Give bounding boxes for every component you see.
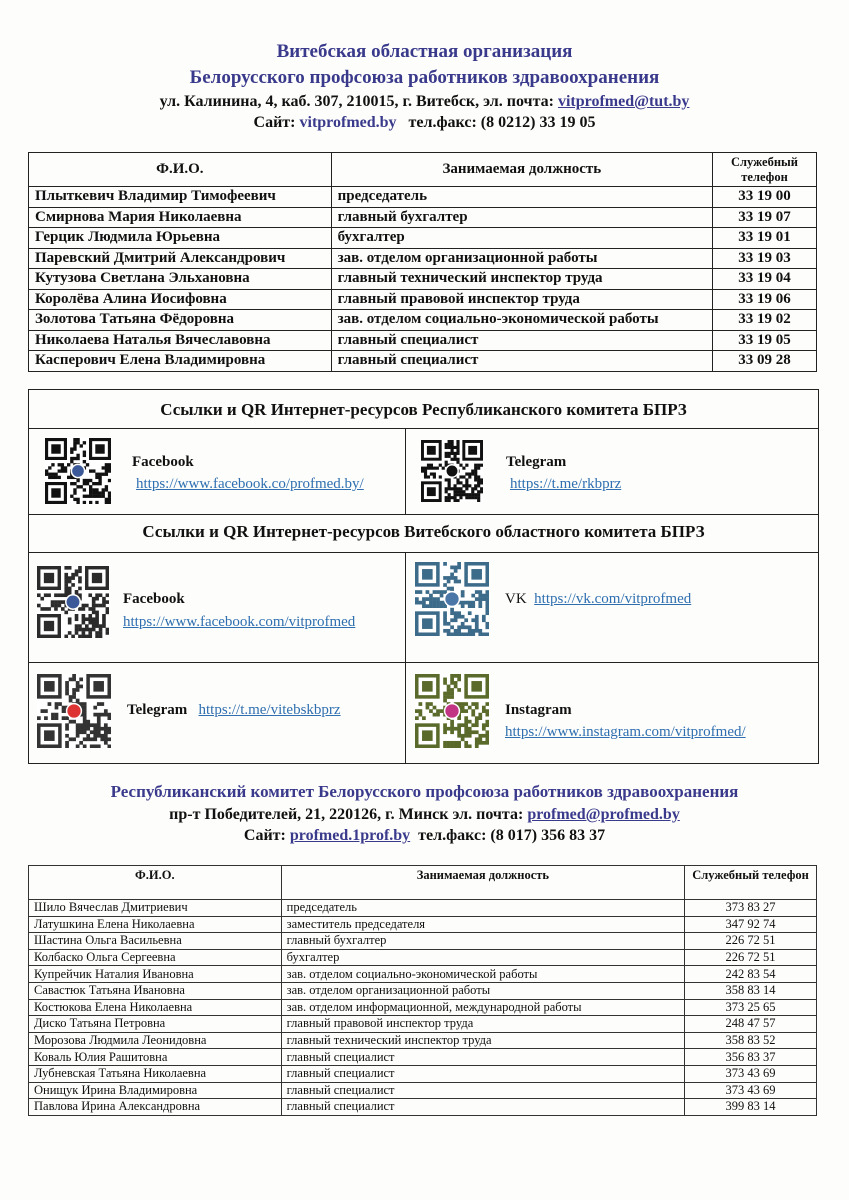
vitebsk-vk-link[interactable]: https://vk.com/vitprofmed	[534, 591, 692, 607]
cell-position: главный бухгалтер	[281, 933, 684, 950]
vitebsk-instagram-link-wrap	[505, 724, 746, 741]
table-row	[29, 900, 817, 917]
qr-links-box	[28, 389, 819, 764]
cell-position: зав. отделом организационной работы	[281, 982, 684, 999]
col-header-phone: Служебный телефон	[685, 866, 817, 900]
cell-name: Лубневская Татьяна Николаевна	[29, 1065, 282, 1082]
vitebsk-instagram-label: Instagram	[505, 702, 572, 718]
cell-position: председатель	[331, 187, 712, 208]
cell-phone: 226 72 51	[685, 949, 817, 966]
cell-position: главный специалист	[331, 330, 712, 351]
table-row	[29, 228, 817, 249]
cell-position: главный бухгалтер	[331, 207, 712, 228]
table-row	[29, 916, 817, 933]
table-row	[29, 1065, 817, 1082]
cell-phone: 248 47 57	[685, 1016, 817, 1033]
vitebsk-instagram-item	[505, 702, 572, 719]
table-row	[29, 1016, 817, 1033]
table-row	[29, 933, 817, 950]
cell-name: Шастина Ольга Васильевна	[29, 933, 282, 950]
table-row	[29, 289, 817, 310]
cell-name: Касперович Елена Владимировна	[29, 351, 332, 372]
col-header-phone: Служебный телефон	[713, 153, 817, 187]
republic-staff-table	[28, 865, 817, 1116]
cell-name: Шило Вячеслав Дмитриевич	[29, 900, 282, 917]
cell-position: зав. отделом социально-экономической работы	[281, 966, 684, 983]
vitebsk-facebook-link[interactable]: https://www.facebook.com/vitprofmed	[123, 614, 356, 630]
cell-name: Диско Татьяна Петровна	[29, 1016, 282, 1033]
cell-name: Кутузова Светлана Эльхановна	[29, 269, 332, 290]
cell-phone: 399 83 14	[685, 1099, 817, 1116]
org-address-text: ул. Калинина, 4, каб. 307, 210015, г. Витебск, эл. почта:	[159, 93, 558, 110]
cell-position: бухгалтер	[331, 228, 712, 249]
vitebsk-telegram-label: Telegram	[127, 702, 188, 718]
table-row	[29, 207, 817, 228]
divider	[29, 552, 818, 553]
cell-phone: 33 19 06	[713, 289, 817, 310]
cell-phone: 373 43 69	[685, 1065, 817, 1082]
table-row	[29, 982, 817, 999]
org-site-label: Сайт:	[253, 114, 300, 131]
table-row	[29, 187, 817, 208]
rep-phone: тел.факс: (8 017) 356 83 37	[418, 827, 606, 844]
republic-telegram-link-wrap	[510, 476, 621, 493]
cell-name: Коваль Юлия Рашитовна	[29, 1049, 282, 1066]
republic-facebook-item	[132, 454, 194, 471]
cell-phone: 33 19 04	[713, 269, 817, 290]
cell-name: Николаева Наталья Вячеславовна	[29, 330, 332, 351]
republic-links-heading: Ссылки и QR Интернет-ресурсов Республиканского комитета БПРЗ	[160, 400, 687, 419]
rep-site-link[interactable]: profmed.1prof.by	[289, 827, 411, 844]
cell-name: Королёва Алина Иосифовна	[29, 289, 332, 310]
table-row	[29, 1032, 817, 1049]
cell-name: Герцик Людмила Юрьевна	[29, 228, 332, 249]
org-site-link[interactable]: vitprofmed.by	[299, 114, 397, 131]
org-title-line1: Витебская областная организация	[276, 41, 573, 62]
vitebsk-facebook-item	[123, 591, 185, 608]
cell-phone: 356 83 37	[685, 1049, 817, 1066]
table-row	[29, 1049, 817, 1066]
col-header-name: Ф.И.О.	[29, 153, 332, 187]
republic-facebook-label: Facebook	[132, 454, 194, 470]
cell-position: главный специалист	[281, 1065, 684, 1082]
col-header-position: Занимаемая должность	[331, 153, 712, 187]
cell-phone: 33 19 00	[713, 187, 817, 208]
cell-phone: 242 83 54	[685, 966, 817, 983]
vitebsk-facebook-label: Facebook	[123, 591, 185, 607]
cell-position: зав. отделом социально-экономической работы	[331, 310, 712, 331]
table-row	[29, 1099, 817, 1116]
vitebsk-staff-table	[28, 152, 817, 372]
cell-name: Костюкова Елена Николаевна	[29, 999, 282, 1016]
divider	[29, 428, 818, 429]
cell-name: Купрейчик Наталия Ивановна	[29, 966, 282, 983]
rep-address-text: пр-т Победителей, 21, 220126, г. Минск эл. почта:	[169, 806, 528, 823]
cell-name: Паревский Дмитрий Александрович	[29, 248, 332, 269]
cell-phone: 373 25 65	[685, 999, 817, 1016]
republic-telegram-item	[506, 454, 566, 471]
cell-name: Павлова Ирина Александровна	[29, 1099, 282, 1116]
table-row	[29, 949, 817, 966]
table-header-row	[29, 866, 817, 900]
vitebsk-telegram-item	[127, 702, 341, 719]
cell-name: Латушкина Елена Николаевна	[29, 916, 282, 933]
divider	[29, 662, 818, 663]
table-row	[29, 330, 817, 351]
vitebsk-facebook-link-wrap	[123, 614, 355, 631]
table-row	[29, 310, 817, 331]
cell-position: бухгалтер	[281, 949, 684, 966]
cell-phone: 226 72 51	[685, 933, 817, 950]
org-site-line	[0, 114, 849, 132]
cell-phone: 373 43 69	[685, 1082, 817, 1099]
divider	[405, 552, 406, 763]
table-row	[29, 269, 817, 290]
republic-facebook-link-wrap	[136, 476, 364, 493]
cell-phone: 33 09 28	[713, 351, 817, 372]
vitebsk-vk-item	[505, 591, 691, 608]
republic-telegram-qr-icon	[421, 440, 483, 507]
divider	[405, 428, 406, 514]
cell-position: главный специалист	[281, 1099, 684, 1116]
vitebsk-instagram-link[interactable]: https://www.instagram.com/vitprofmed/	[505, 724, 746, 740]
cell-position: главный специалист	[281, 1049, 684, 1066]
cell-name: Смирнова Мария Николаевна	[29, 207, 332, 228]
republic-telegram-link[interactable]: https://t.me/rkbprz	[510, 476, 622, 492]
cell-phone: 358 83 52	[685, 1032, 817, 1049]
org-phone: тел.факс: (8 0212) 33 19 05	[408, 114, 596, 131]
vitebsk-facebook-qr-icon	[37, 566, 109, 643]
cell-position: зав. отделом информационной, международной работы	[281, 999, 684, 1016]
cell-name: Плыткевич Владимир Тимофеевич	[29, 187, 332, 208]
table-row	[29, 351, 817, 372]
cell-position: главный правовой инспектор труда	[281, 1016, 684, 1033]
col-header-position: Занимаемая должность	[281, 866, 684, 900]
org-address	[0, 93, 849, 111]
vitebsk-vk-label: VK	[505, 591, 527, 607]
rep-address	[0, 806, 849, 824]
cell-phone: 347 92 74	[685, 916, 817, 933]
rep-site-line	[0, 827, 849, 845]
cell-phone: 373 83 27	[685, 900, 817, 917]
cell-position: главный специалист	[281, 1082, 684, 1099]
republic-telegram-label: Telegram	[506, 454, 567, 470]
cell-phone: 33 19 02	[713, 310, 817, 331]
cell-position: главный технический инспектор труда	[281, 1032, 684, 1049]
rep-site-label: Сайт:	[243, 827, 290, 844]
cell-position: главный правовой инспектор труда	[331, 289, 712, 310]
table-row	[29, 248, 817, 269]
cell-position: главный технический инспектор труда	[331, 269, 712, 290]
cell-name: Морозова Людмила Леонидовна	[29, 1032, 282, 1049]
cell-phone: 33 19 05	[713, 330, 817, 351]
cell-name: Колбаско Ольга Сергеевна	[29, 949, 282, 966]
vitebsk-vk-qr-icon	[415, 562, 489, 641]
col-header-name: Ф.И.О.	[29, 866, 282, 900]
cell-phone: 358 83 14	[685, 982, 817, 999]
cell-position: заместитель председателя	[281, 916, 684, 933]
table-row	[29, 1082, 817, 1099]
cell-name: Савастюк Татьяна Ивановна	[29, 982, 282, 999]
rep-email-link[interactable]: profmed@profmed.by	[527, 806, 680, 823]
cell-name: Онищук Ирина Владимировна	[29, 1082, 282, 1099]
divider	[29, 514, 818, 515]
republic-facebook-link[interactable]: https://www.facebook.co/profmed.by/	[136, 476, 364, 492]
cell-phone: 33 19 01	[713, 228, 817, 249]
table-row	[29, 999, 817, 1016]
table-row	[29, 966, 817, 983]
table-header-row	[29, 153, 817, 187]
cell-position: главный специалист	[331, 351, 712, 372]
org-title-line2: Белорусского профсоюза работников здравоохранения	[189, 67, 660, 88]
vitebsk-links-heading: Ссылки и QR Интернет-ресурсов Витебского областного комитета БПРЗ	[142, 522, 705, 541]
vitebsk-telegram-link[interactable]: https://t.me/vitebskbprz	[198, 702, 341, 718]
vitebsk-instagram-qr-icon	[415, 674, 489, 753]
cell-phone: 33 19 07	[713, 207, 817, 228]
republic-facebook-qr-icon	[45, 438, 111, 509]
cell-phone: 33 19 03	[713, 248, 817, 269]
cell-name: Золотова Татьяна Фёдоровна	[29, 310, 332, 331]
org-email-link[interactable]: vitprofmed@tut.by	[557, 93, 690, 110]
rep-title: Республиканский комитет Белорусского профсоюза работников здравоохранения	[110, 782, 739, 801]
cell-position: председатель	[281, 900, 684, 917]
vitebsk-telegram-qr-icon	[37, 674, 111, 753]
cell-position: зав. отделом организационной работы	[331, 248, 712, 269]
